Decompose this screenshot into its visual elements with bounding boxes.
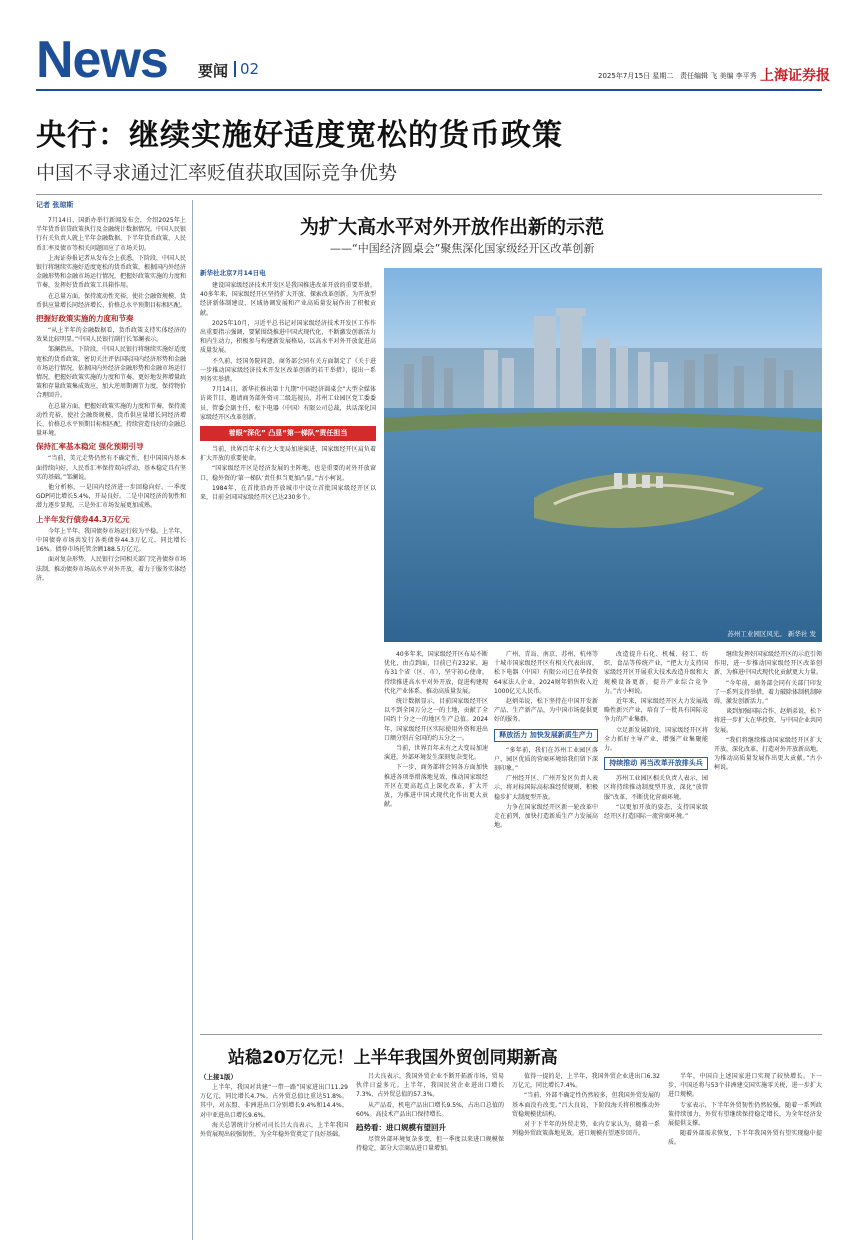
column-divider	[192, 200, 193, 1240]
feature-paragraph: 当前，世界百年未有之大变局加速演进，外部环境发生深刻复杂变化。	[384, 745, 488, 762]
lead-column	[36, 200, 186, 1240]
lead-paragraph: 上海证券报记者从发布会上获悉，下阶段，中国人民银行将继续实施好适度宽松的货币政策，根据国内外经济金融形势和金融市场运行情况，把握好政策实施的力度和节奏，发挥好货币政策工具箱作用。	[36, 254, 186, 290]
lead-paragraph: 面对复杂形势，人民银行会同相关部门完善债券市场法制，推动债券市场高水平对外开放，着力于服务实体经济。	[36, 556, 186, 582]
lead-paragraph: 邹澜指出，下阶段，中国人民银行将继续实施好适度宽松的货币政策，密切关注评估国际国内经济形势和金融市场运行情况，依据国内外经济金融形势和金融市场运行情况，把握好政策实施的力度和节奏，更好地发挥增量政策和存量政策集成效应，加大逆周期调节力度，保持物价合理回升。	[36, 346, 186, 400]
feature-paragraph: 2025年10月，习近平总书记对国家级经济技术开发区工作作出重要指示强调，要紧围绕推进中国式现代化，不断激发创新活力和内生动力，积极参与构建新发展格局，以高水平对外开放促进高质量发展。	[200, 319, 376, 355]
news-logo: News	[36, 31, 168, 89]
feature-paragraph: 统计数据显示，目前国家级经开区以不到全国万分之一的土地，贡献了全国约十分之一的地区生产总值。2024年，国家级经开区实际使用外资和进出口额分别占全国的约五分之一。	[384, 698, 488, 742]
lead-subheading: 保持汇率基本稳定 强化预期引导	[36, 442, 144, 452]
lead-headline: 央行：继续实施好适度宽松的货币政策	[36, 118, 563, 153]
bottom-headline: 站稳20万亿元！上半年我国外贸创同期新高	[228, 1048, 558, 1068]
lead-paragraph: 在总量方面，把握好政策实施的力度和节奏，保持流动性充裕，使社会融资规模、货币供应量增长同经济增长、价格总水平预期目标相匹配，持续营造良好的金融总量环境。	[36, 402, 186, 438]
section-label: 要闻	[198, 62, 229, 80]
bottom-dateline: （上接1版）	[200, 1073, 238, 1081]
bottom-column-2	[356, 1072, 504, 1242]
lead-subheading: 上半年发行债券44.3万亿元	[36, 514, 130, 524]
masthead	[0, 0, 858, 88]
bottom-paragraph: 上半年，我国对共建“一带一路”国家进出口11.29万亿元，同比增长4.7%，占外贸总值比重达51.8%。其中，对东盟、非洲进出口分别增长9.4%和14.4%，对中亚进出口增长9.6%。	[200, 1084, 348, 1119]
date-line: 2025年7月15日 星期二	[598, 72, 674, 80]
feature-headline: 为扩大高水平对外开放作出新的示范	[300, 216, 605, 238]
feature-column-1	[384, 650, 488, 1028]
feature-dateline: 新华社北京7月14日电	[200, 269, 266, 277]
bottom-paragraph: 尽管外部环境复杂多变，但一季度以来进口规模保持稳定，部分大宗商品进口量增加。	[356, 1136, 504, 1153]
feature-paragraph: “今年前，商务部会同有关部门印发了一系列支持举措，着力破除体制机制障碍，激发创新活力。”	[714, 679, 822, 706]
lead-paragraph: 今年上半年，我国债券市场运行较为平稳。上半年，中国债券市场共发行各类债券44.3万亿元，同比增长16%。债券市场托管余额188.5万亿元。	[36, 527, 186, 554]
feature-paragraph: 广州、青岛、南京、苏州、杭州等十城市国家级经开区有相关代表出席，松下电器（中国）有限公司已在华投资64家法人企业，2024财年销售收入近1000亿元人民币。	[494, 651, 598, 695]
feature-paragraph: 建设国家级经济技术开发区是我国推进改革开放的重要举措，40多年来，国家级经开区坚持扩大开放、探索改革创新，为开放型经济新体制建设、区域协调发展和产业高质量发展作出了积极贡献。	[200, 282, 376, 317]
feature-paragraph: 继续发挥好国家级经开区的示范引领作用，进一步推动国家级经开区改革创新，为推进中国式现代化贡献更大力量。	[714, 651, 822, 677]
bottom-paragraph: 随着外部需求恢复，下半年我国外贸有望实现稳中提质。	[668, 1130, 822, 1147]
feature-paragraph: 改造提升石化、机械、轻工、纺织、食品等传统产业，“把大力支持国家级经开区开展重大技术改造升级和大规模设备更新，提升产业综合竞争力。”古小柯说。	[604, 651, 708, 695]
feature-paragraph: 广州经开区、广州开发区负责人表示，将对标国际高标准经贸规则，积极稳步扩大制度型开放。	[494, 775, 598, 801]
lead-subheading: 把握好政策实施的力度和节奏	[36, 314, 134, 324]
bottom-paragraph: 吕大良表示，我国外贸企业不断开拓新市场，贸易伙伴日益多元。上半年，我国民营企业进出口增长7.3%，占外贸总值的57.3%。	[356, 1073, 504, 1099]
bottom-column-4	[668, 1072, 822, 1242]
bottom-column-3	[512, 1072, 660, 1242]
feature-subhead: ——“中国经济圆桌会”聚焦深化国家级经开区改革创新	[330, 242, 595, 255]
masthead-rule	[36, 89, 822, 91]
feature-paragraph: “以更加开放的姿态，支持国家级经开区打造国际一流营商环境。”	[604, 803, 708, 821]
bottom-column-1	[200, 1072, 348, 1242]
page-number: 02	[240, 60, 260, 78]
bottom-paragraph: 海关总署统计分析司司长吕大良表示，上半年我国外贸展现出较强韧性，为全年稳外贸奠定了良好基础。	[200, 1121, 348, 1139]
feature-paragraph: 力争在国家级经开区新一轮改革中走在前列，加快打造新质生产力发展高地。	[494, 803, 598, 830]
bottom-paragraph: 对于下半年的外贸走势，业内专家认为，随着一系列稳外贸政策落地见效，进口规模有望逐步回升。	[512, 1121, 660, 1138]
feature-paragraph: 不久前，经国务院同意，商务部会同有关方面制定了《关于进一步推动国家级经济技术开发区改革创新的若干举措》，提出一系列务实举措。	[200, 357, 376, 384]
lead-paragraph: “当前，美元走势仍然有不确定性，但中国国内基本面持续向好，人民币汇率保持双向浮动，基本稳定具有坚实的基础。”邹澜说。	[36, 455, 186, 481]
feature-paragraph: 近年来，国家级经开区大力发展战略性新兴产业，培育了一批具有国际竞争力的产业集群。	[604, 698, 708, 724]
paper-name: 上海证券报	[760, 68, 830, 84]
lead-paragraph: 7月14日，国新办举行新闻发布会，介绍2025年上半年货币信贷政策执行及金融统计数据情况。中国人民银行有关负责人就上半年金融数据、下半年货币政策、人民币汇率及债市等相关问题回应了市场关切。	[36, 217, 186, 252]
bottom-paragraph: “当前，外部不确定性仍然较多，但我国外贸发展的基本面没有改变。”吕大良说，下阶段海关将积极推动外贸稳规模优结构。	[512, 1092, 660, 1118]
feature-box-heading: 着眼“深化” 凸显“第一梯队”责任担当	[200, 426, 376, 441]
section-divider	[234, 61, 236, 77]
bottom-paragraph: 专家表示，下半年外贸韧性仍然较强，随着一系列政策持续加力，外贸有望继续保持稳定增长，为全年经济发展提供支撑。	[668, 1101, 822, 1128]
lead-paragraph: 他分析称，一是国内经济进一步回稳向好。一季度GDP同比增长5.4%，开局良好。二是中国经济的韧性和潜力逐步显现。三是外汇市场发展更加成熟。	[36, 484, 186, 510]
bottom-paragraph: 从产品看，机电产品出口增长9.5%，占出口总值的60%。高技术产品出口保持增长。	[356, 1101, 504, 1118]
feature-column-4	[714, 650, 822, 1028]
feature-paragraph: 谈到加强国际合作，赵炳弟说，松下将进一步扩大在华投资，与中国企业共同发展。	[714, 708, 822, 734]
city-skyline-illustration	[384, 268, 822, 642]
feature-paragraph: 下一步，商务部将会同各方面加快推进各项举措落地见效，推动国家级经开区在更高起点上深化改革，扩大开放，为推进中国式现代化作出更大贡献。	[384, 764, 488, 809]
editor-line: 责任编辑 飞 美编 李平秀	[680, 72, 757, 80]
feature-column-2	[494, 650, 598, 1028]
feature-paragraph: “我们将继续推动国家级经开区扩大开放，深化改革，打造对外开放新高地，为推动高质量发展作出更大贡献。”古小柯说。	[714, 736, 822, 772]
bottom-rule	[200, 1034, 822, 1035]
byline: 记者 张琼斯	[36, 201, 74, 209]
feature-paragraph: 7月14日，新华社推出第十九期“中国经济圆桌会”大型全媒体访谈节目，邀请商务部外资司二级巡视员，苏州工业园区党工委委员，管委会副主任，松下电器（中国）有限公司总裁，共话深化国家级经开区改革创新。	[200, 386, 376, 421]
feature-paragraph: 当前，世界百年未有之大变局加速演进，国家级经开区肩负着扩大开放的重要使命。	[200, 446, 376, 463]
feature-intro-column	[200, 268, 376, 648]
feature-paragraph: “多年前，我们在苏州工业园区落户，园区优质的营商环境给我们留下深刻印象。”	[494, 746, 598, 773]
feature-column-3	[604, 650, 708, 1028]
bottom-paragraph: 值得一提的是，上半年，我国外贸企业进出口6.32万亿元，同比增长7.4%。	[512, 1073, 660, 1090]
bottom-subheading: 趋势看：进口规模有望回升	[356, 1123, 446, 1133]
photo-caption: 苏州工业园区风光。 新华社 发	[727, 630, 816, 638]
feature-paragraph: 1984年，在首批沿海开放城市中设立首批国家级经开区以来，目前全国国家级经开区已达230多个。	[200, 484, 376, 502]
feature-paragraph: “国家级经开区是经济发展的主阵地，也是重要的对外开放窗口，稳外资的‘第一梯队’责任担当更加凸显。”古小柯说。	[200, 465, 376, 482]
feature-photo	[384, 268, 822, 642]
bottom-paragraph: 半年，中国自上述国家进口实现了较快增长。下一步，中国还将与53个非洲建交国实施零关税，进一步扩大进口规模。	[668, 1073, 822, 1099]
lead-paragraph: “从上半年的金融数据看，货币政策支持实体经济的效果比较明显。”中国人民银行副行长邹澜表示。	[36, 327, 186, 344]
lead-subhead: 中国不寻求通过汇率贬值获取国际竞争优势	[36, 162, 398, 184]
lead-paragraph: 在总量方面，保持流动性充裕，使社会融资规模、货币供应量增长同经济增长、价格总水平预期目标相匹配。	[36, 292, 186, 309]
headline-rule	[36, 194, 822, 195]
feature-paragraph: 立足新发展阶段，国家级经开区将全力抓好主导产业，增强产业集聚能力。	[604, 726, 708, 753]
feature-paragraph: 40多年来，国家级经开区布局不断优化，由点到面，目前已有232家，遍布31个省（区、市），坚守初心使命，持续推进高水平对外开放，促进构建现代化产业体系，推动高质量发展。	[384, 651, 488, 695]
feature-box-heading: 释放活力 加快发展新质生产力	[494, 729, 598, 742]
feature-paragraph: 苏州工业园区相关负责人表示，园区将持续推动制度型开放，深化“放管服”改革，不断优化营商环境。	[604, 775, 708, 801]
feature-paragraph: 赵炳弟说，松下坚持在中国开发新产品、生产新产品，为中国市场提供更好的服务。	[494, 698, 598, 724]
feature-box-heading: 持续推动 再当改革开放排头兵	[604, 757, 708, 770]
